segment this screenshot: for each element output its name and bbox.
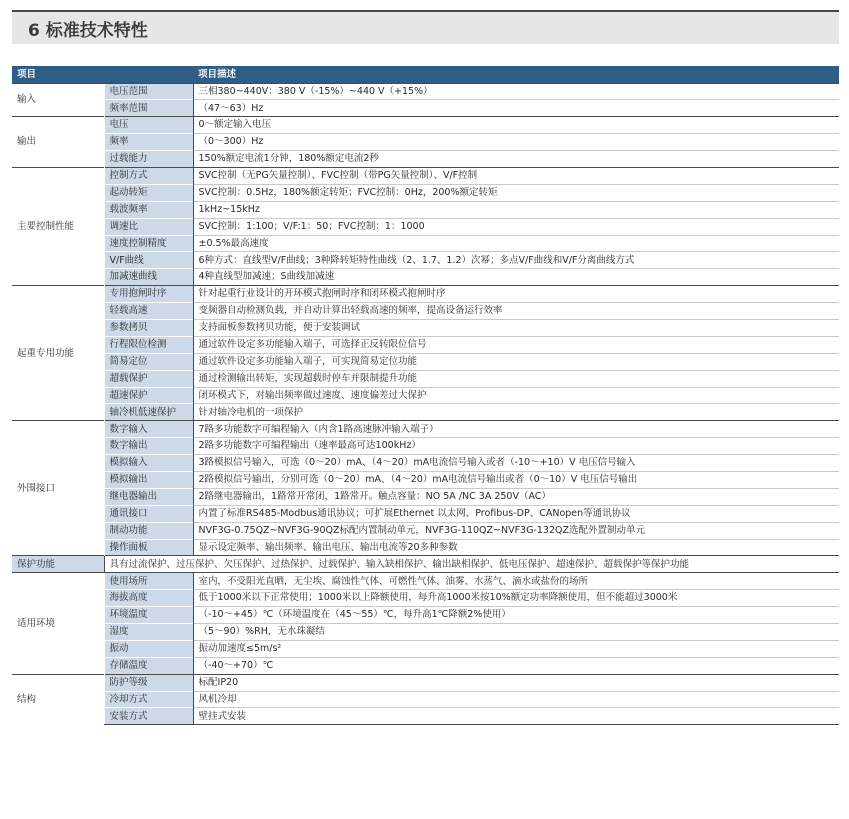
item-cell: 超速保护 xyxy=(104,387,193,404)
item-cell: 频率 xyxy=(104,134,193,151)
description-cell: 通过软件设定多功能输入端子，可实现简易定位功能 xyxy=(193,353,839,370)
table-row xyxy=(12,640,839,657)
item-cell: 模拟输出 xyxy=(104,471,193,488)
item-cell: 频率范围 xyxy=(104,100,193,117)
description-cell: 室内，不受阳光直晒，无尘埃、腐蚀性气体、可燃性气体、油雾、水蒸气、滴水或盐份的场所 xyxy=(193,573,839,590)
table-row xyxy=(12,100,839,117)
table-row xyxy=(12,336,839,353)
item-cell: 轴冷机低速保护 xyxy=(104,404,193,421)
description-cell: （-10～+45）℃（环境温度在（45～55）℃，每升高1℃降额2%使用） xyxy=(193,607,839,624)
table-row xyxy=(12,269,839,286)
category-cell: 输入 xyxy=(12,83,104,117)
item-cell: 轻载高速 xyxy=(104,303,193,320)
table-row xyxy=(12,657,839,674)
table-row xyxy=(12,404,839,421)
description-cell: ±0.5%最高速度 xyxy=(193,235,839,252)
table-row xyxy=(12,455,839,472)
table-header-row xyxy=(12,66,839,83)
item-cell: 专用抱闸时序 xyxy=(104,286,193,303)
table-row xyxy=(12,421,839,438)
table-row xyxy=(12,438,839,455)
table-row xyxy=(12,708,839,725)
item-cell: 振动 xyxy=(104,640,193,657)
description-cell: 壁挂式安装 xyxy=(193,708,839,725)
category-cell: 保护功能 xyxy=(12,556,104,573)
item-cell: 数字输入 xyxy=(104,421,193,438)
description-cell: 通过检测输出转矩，实现超载时停车并限制提升功能 xyxy=(193,370,839,387)
item-cell: 数字输出 xyxy=(104,438,193,455)
description-cell: （0～300）Hz xyxy=(193,134,839,151)
item-cell: 模拟输入 xyxy=(104,455,193,472)
description-cell: 具有过流保护、过压保护、欠压保护、过热保护、过载保护、输入缺相保护、输出缺相保护、低电压保护、超速保护、超载保护等保护功能 xyxy=(104,556,839,573)
description-cell: 7路多功能数字可编程输入（内含1路高速脉冲输入端子） xyxy=(193,421,839,438)
table-row xyxy=(12,117,839,134)
item-cell: 安装方式 xyxy=(104,708,193,725)
table-row xyxy=(12,370,839,387)
description-cell: 通过软件设定多功能输入端子，可选择正反转限位信号 xyxy=(193,336,839,353)
table-row xyxy=(12,624,839,641)
item-cell: 电压 xyxy=(104,117,193,134)
item-cell: 参数拷贝 xyxy=(104,319,193,336)
table-row xyxy=(12,522,839,539)
item-cell: 载波频率 xyxy=(104,201,193,218)
table-row xyxy=(12,539,839,556)
description-cell: 三相380~440V：380 V（-15%）~440 V（+15%） xyxy=(193,83,839,100)
item-cell: 控制方式 xyxy=(104,167,193,184)
description-cell: 2路多功能数字可编程输出（速率最高可达100kHz） xyxy=(193,438,839,455)
item-cell: 使用场所 xyxy=(104,573,193,590)
category-cell: 主要控制性能 xyxy=(12,167,104,285)
item-cell: 制动功能 xyxy=(104,522,193,539)
item-cell: 继电器输出 xyxy=(104,488,193,505)
item-cell: 加减速曲线 xyxy=(104,269,193,286)
item-cell: 过载能力 xyxy=(104,151,193,168)
table-row xyxy=(12,201,839,218)
item-cell: 防护等级 xyxy=(104,674,193,691)
table-row xyxy=(12,556,839,573)
table-row xyxy=(12,691,839,708)
table-row xyxy=(12,252,839,269)
category-cell: 起重专用功能 xyxy=(12,286,104,421)
item-cell: 起动转矩 xyxy=(104,184,193,201)
table-row xyxy=(12,218,839,235)
table-row xyxy=(12,387,839,404)
description-cell: 2路模拟信号输出，分别可选（0～20）mA、（4～20）mA电流信号输出或者（0～10）V 电压信号输出 xyxy=(193,471,839,488)
item-cell: V/F曲线 xyxy=(104,252,193,269)
table-row xyxy=(12,167,839,184)
description-cell: 变频器自动检测负载，并自动计算出轻载高速的频率，提高设备运行效率 xyxy=(193,303,839,320)
description-cell: 低于1000米以下正常使用；1000米以上降额使用，每升高1000米按10%额定功率降额使用，但不能超过3000米 xyxy=(193,590,839,607)
spec-table xyxy=(12,66,839,725)
table-row xyxy=(12,83,839,100)
item-cell: 行程限位检测 xyxy=(104,336,193,353)
table-row xyxy=(12,286,839,303)
description-cell: 风机冷却 xyxy=(193,691,839,708)
header-item: 项目 xyxy=(12,66,193,83)
table-row xyxy=(12,505,839,522)
description-cell: 6种方式：直线型V/F曲线；3种降转矩特性曲线（2、1.7、1.2）次幂；多点V/F曲线和V/F分离曲线方式 xyxy=(193,252,839,269)
table-row xyxy=(12,607,839,624)
table-row xyxy=(12,184,839,201)
category-cell: 结构 xyxy=(12,674,104,725)
item-cell: 超载保护 xyxy=(104,370,193,387)
description-cell: 2路继电器输出，1路常开常闭，1路常开。触点容量：NO 5A /NC 3A 250V（AC） xyxy=(193,488,839,505)
category-cell: 外围接口 xyxy=(12,421,104,556)
table-row xyxy=(12,573,839,590)
item-cell: 湿度 xyxy=(104,624,193,641)
description-cell: 显示设定频率、输出频率、输出电压、输出电流等20多种参数 xyxy=(193,539,839,556)
category-cell: 适用环境 xyxy=(12,573,104,674)
description-cell: （47～63）Hz xyxy=(193,100,839,117)
description-cell: 4种直线型加减速；S曲线加减速 xyxy=(193,269,839,286)
table-row xyxy=(12,134,839,151)
description-cell: SVC控制（无PG矢量控制）、FVC控制（带PG矢量控制）、V/F控制 xyxy=(193,167,839,184)
table-row xyxy=(12,353,839,370)
page-title: 6 标准技术特性 xyxy=(28,21,148,41)
description-cell: SVC控制：0.5Hz，180%额定转矩；FVC控制：0Hz，200%额定转矩 xyxy=(193,184,839,201)
table-row xyxy=(12,319,839,336)
section-title-bar xyxy=(12,10,839,44)
table-row xyxy=(12,471,839,488)
table-row xyxy=(12,235,839,252)
item-cell: 冷却方式 xyxy=(104,691,193,708)
description-cell: 150%额定电流1分钟，180%额定电流2秒 xyxy=(193,151,839,168)
description-cell: SVC控制：1:100；V/F:1：50；FVC控制：1：1000 xyxy=(193,218,839,235)
spec-table-body xyxy=(12,83,839,725)
item-cell: 电压范围 xyxy=(104,83,193,100)
table-row xyxy=(12,674,839,691)
table-row xyxy=(12,590,839,607)
description-cell: 标配IP20 xyxy=(193,674,839,691)
item-cell: 环境温度 xyxy=(104,607,193,624)
category-cell: 输出 xyxy=(12,117,104,168)
description-cell: NVF3G-0.75QZ~NVF3G-90QZ标配内置制动单元，NVF3G-110QZ~NVF3G-132QZ选配外置制动单元 xyxy=(193,522,839,539)
description-cell: （-40～+70）℃ xyxy=(193,657,839,674)
item-cell: 速度控制精度 xyxy=(104,235,193,252)
item-cell: 海拔高度 xyxy=(104,590,193,607)
table-row xyxy=(12,151,839,168)
description-cell: 闭环模式下，对输出频率做过速度、速度偏差过大保护 xyxy=(193,387,839,404)
description-cell: 针对起重行业设计的开环模式抱闸时序和闭环模式抱闸时序 xyxy=(193,286,839,303)
description-cell: （5～90）%RH，无水珠凝结 xyxy=(193,624,839,641)
description-cell: 支持面板参数拷贝功能，便于安装调试 xyxy=(193,319,839,336)
item-cell: 通讯接口 xyxy=(104,505,193,522)
description-cell: 0～额定输入电压 xyxy=(193,117,839,134)
table-row xyxy=(12,488,839,505)
item-cell: 调速比 xyxy=(104,218,193,235)
description-cell: 3路模拟信号输入，可选（0～20）mA、（4～20）mA电流信号输入或者（-10～+10）V 电压信号输入 xyxy=(193,455,839,472)
description-cell: 振动加速度≤5m/s² xyxy=(193,640,839,657)
table-row xyxy=(12,303,839,320)
item-cell: 操作面板 xyxy=(104,539,193,556)
description-cell: 1kHz~15kHz xyxy=(193,201,839,218)
item-cell: 存储温度 xyxy=(104,657,193,674)
description-cell: 内置了标准RS485-Modbus通讯协议；可扩展Ethernet 以太网、Profibus-DP、CANopen等通讯协议 xyxy=(193,505,839,522)
item-cell: 简易定位 xyxy=(104,353,193,370)
header-description: 项目描述 xyxy=(193,66,839,83)
description-cell: 针对轴冷电机的一项保护 xyxy=(193,404,839,421)
